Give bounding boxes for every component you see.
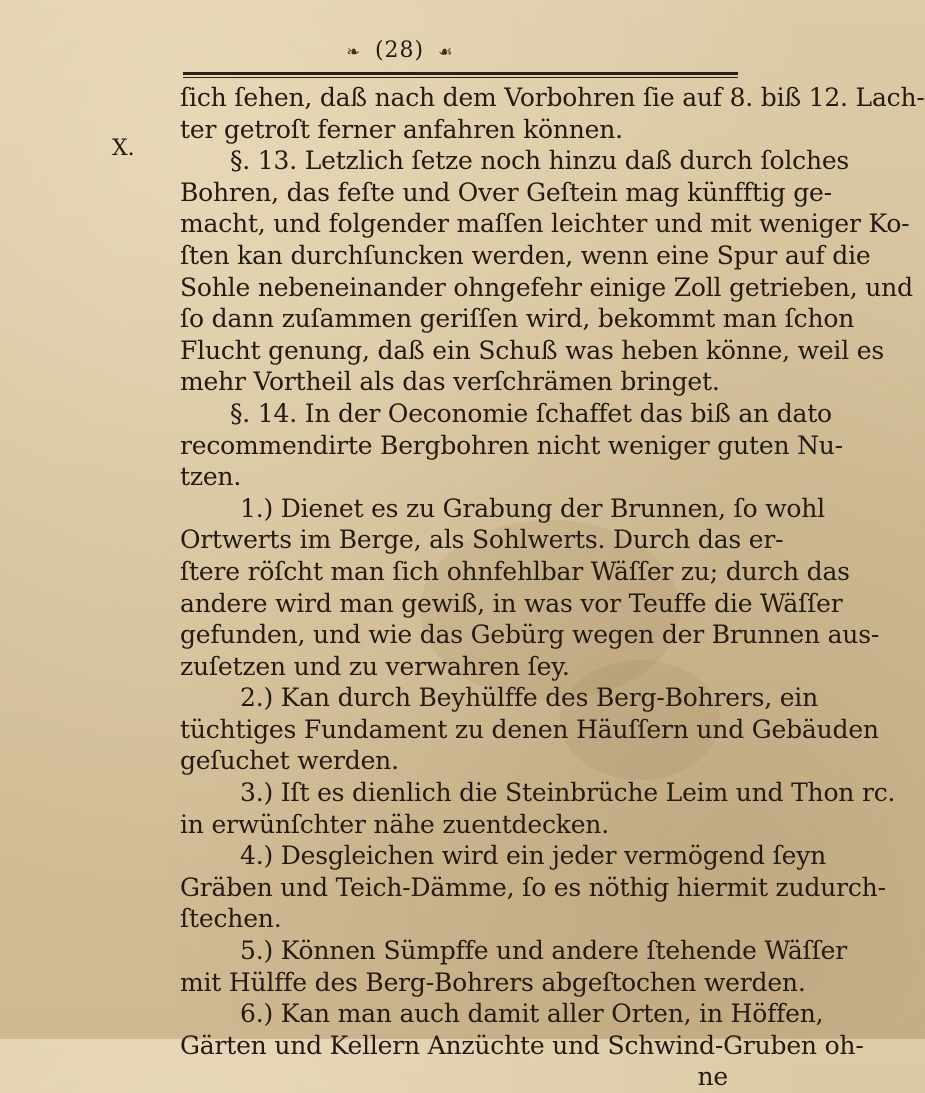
text-line: andere wird man gewiß, in was vor Teuffe die Wäſſer	[180, 588, 843, 618]
text-line: ſtere röſcht man ſich ohnfehlbar Wäſſer zu; durch das	[180, 556, 850, 586]
text-line: ſich ſehen, daß nach dem Vorbohren ſie auf 8. biß 12. Lach-	[180, 83, 925, 112]
text-line: Bohren, das feſte und Over Geſtein mag künfftig ge-	[180, 177, 832, 207]
text-line: Gärten und Kellern Anzüchte und Schwind-Gruben oh-	[180, 1030, 864, 1060]
body-text	[180, 82, 925, 1093]
text-line: 3.) Iſt es dienlich die Steinbrüche Leim und Thon rc.	[240, 778, 896, 808]
text-line: §. 13. Letzlich ſetze noch hinzu daß durch ſolches	[230, 146, 850, 176]
ornament-left-icon: ❧	[346, 42, 361, 61]
text-line: ſo dann zuſammen geriſſen wird, bekommt man ſchon	[180, 304, 855, 334]
text-line: zuſetzen und zu verwahren ſey.	[180, 651, 570, 681]
text-line: gefunden, und wie das Gebürg wegen der Brunnen aus-	[180, 620, 880, 650]
text-line: 1.) Dienet es zu Grabung der Brunnen, ſo wohl	[240, 493, 825, 523]
catchword: ne	[697, 1062, 728, 1092]
header-rule	[183, 72, 738, 78]
text-line: Gräben und Teich-Dämme, ſo es nöthig hiermit zudurch-	[180, 872, 886, 902]
text-line: macht, und folgender maſſen leichter und mit weniger Ko-	[180, 209, 910, 239]
text-line: 2.) Kan durch Beyhülffe des Berg-Bohrers, ein	[240, 683, 818, 713]
text-line: ter getroſt ferner anfahren können.	[180, 114, 623, 144]
text-line: tüchtiges Fundament zu denen Häuſſern und Gebäuden	[180, 714, 879, 744]
text-line: §. 14. In der Oeconomie ſchaffet das biß an dato	[230, 398, 832, 428]
text-line: ſtechen.	[180, 904, 282, 934]
text-line: Ortwerts im Berge, als Sohlwerts. Durch das er-	[180, 525, 784, 555]
margin-note: X.	[112, 136, 135, 161]
text-line: in erwünſchter nähe zuentdecken.	[180, 809, 609, 839]
text-line: 4.) Desgleichen wird ein jeder vermögend ſeyn	[240, 841, 827, 871]
text-line: 6.) Kan man auch damit aller Orten, in Höffen,	[240, 999, 824, 1029]
text-line: mit Hülffe des Berg-Bohrers abgeſtochen werden.	[180, 967, 806, 997]
text-line: 5.) Können Sümpffe und andere ſtehende Wäſſer	[240, 936, 848, 966]
text-line: Flucht genung, daß ein Schuß was heben könne, weil es	[180, 335, 884, 365]
text-line: mehr Vortheil als das verſchrämen bringet.	[180, 367, 720, 397]
page-number: (28)	[374, 38, 425, 63]
text-line: ſten kan durchſuncken werden, wenn eine Spur auf die	[180, 240, 871, 270]
text-line: geſuchet werden.	[180, 746, 399, 776]
text-line: Sohle nebeneinander ohngefehr einige Zoll getrieben, und	[180, 272, 913, 302]
page-header	[0, 38, 800, 63]
ornament-right-icon: ☙	[438, 42, 454, 61]
text-line: recommendirte Bergbohren nicht weniger guten Nu-	[180, 430, 843, 460]
text-line: tzen.	[180, 462, 242, 492]
